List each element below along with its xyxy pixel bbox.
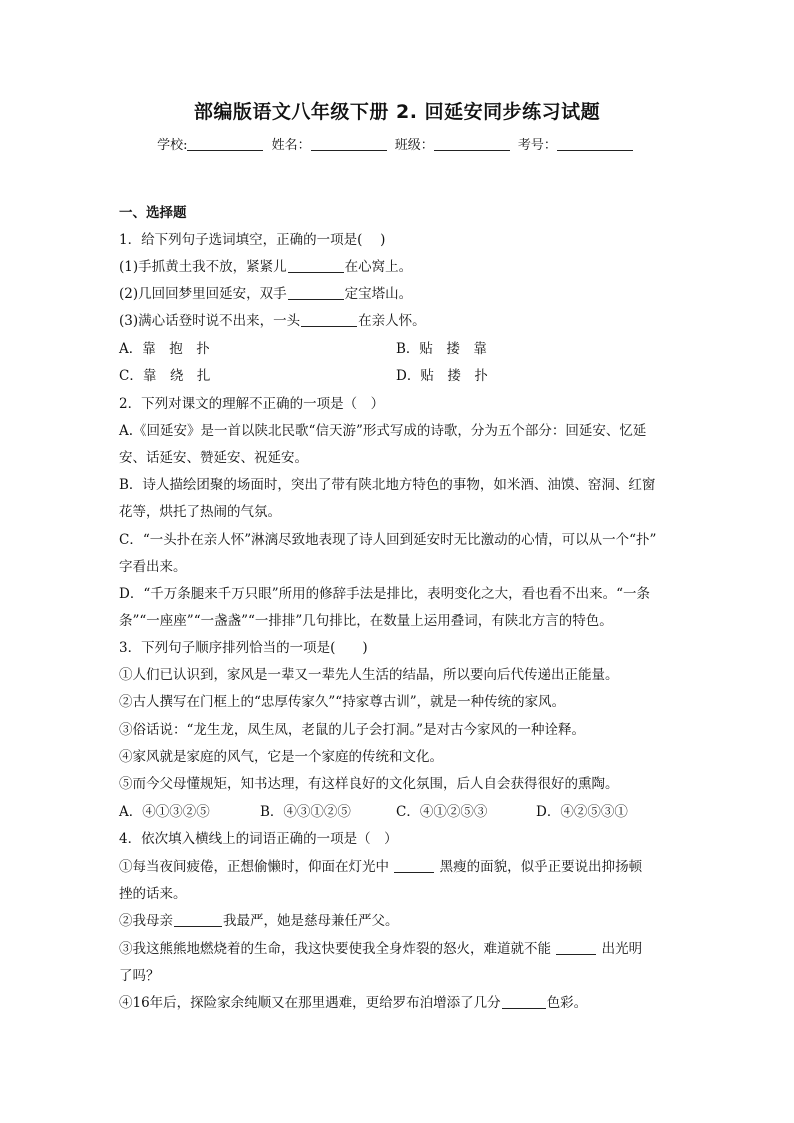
q1-sentence-3 [119,311,426,331]
q3-sentence-5: ⑤而今父母懂规矩，知书达理，有这样良好的文化氛围，后人自会获得很好的熏陶。 [119,776,619,792]
name-blank[interactable] [311,138,387,151]
page-title: 部编版语文八年级下册 2. 回延安同步练习试题 [193,101,601,123]
q2-option-b-line2[interactable]: 花等，烘托了热闹的气氛。 [119,504,281,520]
q4-stem: 4．依次填入横线上的词语正确的一项是（ ） [119,831,398,847]
fill-blank[interactable] [301,313,357,327]
number-blank[interactable] [557,138,633,151]
q3-sentence-3: ③俗话说：“龙生龙，凤生凤，老鼠的儿子会打洞。”是对古今家风的一种诠释。 [119,722,586,738]
q1-s1-text-b: 在心窝上。 [344,259,413,275]
q3-sentence-1: ①人们已认识到，家风是一辈又一辈先人生活的结晶，所以要向后代传递出正能量。 [119,667,619,683]
q4-s4-text-b: 色彩。 [546,995,588,1011]
class-blank[interactable] [434,138,510,151]
q2-option-c-line2[interactable]: 字看出来。 [119,559,187,575]
section-heading: 一、选择题 [119,205,187,221]
q3-stem: 3．下列句子顺序排列恰当的一项是( ) [119,640,368,656]
q3-option-d[interactable]: D．④②⑤③① [536,804,628,820]
q4-s4-text-a: ④16年后，探险家余纯顺又在那里遇难，更给罗布泊增添了几分 [119,995,501,1011]
q4-sentence-1-cont: 挫的话来。 [119,886,187,902]
q4-s2-text-b: 我最严，她是慈母兼任严父。 [223,913,399,929]
q4-sentence-1 [119,857,642,877]
q2-option-d-line2[interactable]: 条”“一座座”“一盏盏”“一排排”几句排比，在数量上运用叠词，有陕北方言的特色。 [119,613,613,629]
q1-option-d[interactable]: D．贴 搂 扑 [396,368,488,384]
q1-option-c[interactable]: C．靠 绕 扎 [119,368,211,384]
school-label: 学校: [157,138,188,153]
number-label: 考号： [517,138,557,153]
q3-option-c[interactable]: C．④①②⑤③ [396,804,488,820]
q1-s3-text-a: (3)满心话登时说不出来，一头 [119,313,301,329]
q4-s3-text-a: ③我这熊熊地燃烧着的生命，我这快要使我全身炸裂的怒火，难道就不能 [119,941,551,957]
q4-s2-text-a: ②我母亲 [119,913,173,929]
q4-sentence-3-cont: 了吗？ [119,968,160,984]
q2-option-a-line2[interactable]: 安、话延安、赞延安、祝延安。 [119,450,308,466]
q4-sentence-3 [119,939,642,959]
fill-blank[interactable] [288,286,344,300]
class-label: 班级： [394,138,434,153]
q1-s2-text-a: (2)几回回梦里回延安，双手 [119,286,287,302]
q1-s1-text-a: (1)手抓黄土我不放，紧紧儿 [119,259,287,275]
name-label: 姓名： [271,138,311,153]
fill-blank[interactable] [502,995,546,1009]
q1-s2-text-b: 定宝塔山。 [344,286,413,302]
fill-blank[interactable] [556,941,596,955]
q4-sentence-2 [119,911,399,931]
q3-option-b[interactable]: B．④③①②⑤ [260,804,351,820]
q2-option-b-line1[interactable]: B．诗人描绘团聚的场面时，突出了带有陕北地方特色的事物，如米酒、油馍、窑洞、红窗 [119,477,656,493]
q1-sentence-2 [119,284,412,304]
q1-sentence-1 [119,257,412,277]
q3-option-a[interactable]: A．④①③②⑤ [119,804,210,820]
q1-option-b[interactable]: B．贴 搂 靠 [396,341,487,357]
fill-blank[interactable] [394,859,434,873]
q2-stem: 2．下列对课文的理解不正确的一项是（ ） [119,396,385,412]
q3-sentence-2: ②古人撰写在门框上的“忠厚传家久”“持家尊古训”，就是一种传统的家风。 [119,694,566,710]
q2-option-d-line1[interactable]: D．“千万条腿来千万只眼”所用的修辞手法是排比，表明变化之大，看也看不出来。“一条 [119,586,651,602]
q1-option-a[interactable]: A．靠 抱 扑 [119,341,210,357]
q2-option-c-line1[interactable]: C．“一头扑在亲人怀”淋漓尽致地表现了诗人回到延安时无比激动的心情，可以从一个“扑” [119,532,657,548]
q4-s1-text-a: ①每当夜间疲倦，正想偷懒时，仰面在灯光中 [119,859,389,875]
q1-stem: 1．给下列句子选词填空，正确的一项是( ) [119,232,386,248]
q3-sentence-4: ④家风就是家庭的风气，它是一个家庭的传统和文化。 [119,749,443,765]
q4-sentence-4 [119,993,587,1013]
q4-s1-text-b: 黑瘦的面貌，似乎正要说出抑扬顿 [439,859,643,875]
fill-blank[interactable] [174,913,222,927]
student-info-row [0,134,794,153]
school-blank[interactable] [187,138,263,151]
q2-option-a-line1[interactable]: A.《回延安》是一首以陕北民歌“信天游”形式写成的诗歌，分为五个部分：回延安、忆延 [119,423,647,439]
q4-s3-text-b: 出光明 [601,941,643,957]
fill-blank[interactable] [288,259,344,273]
q1-s3-text-b: 在亲人怀。 [358,313,426,329]
